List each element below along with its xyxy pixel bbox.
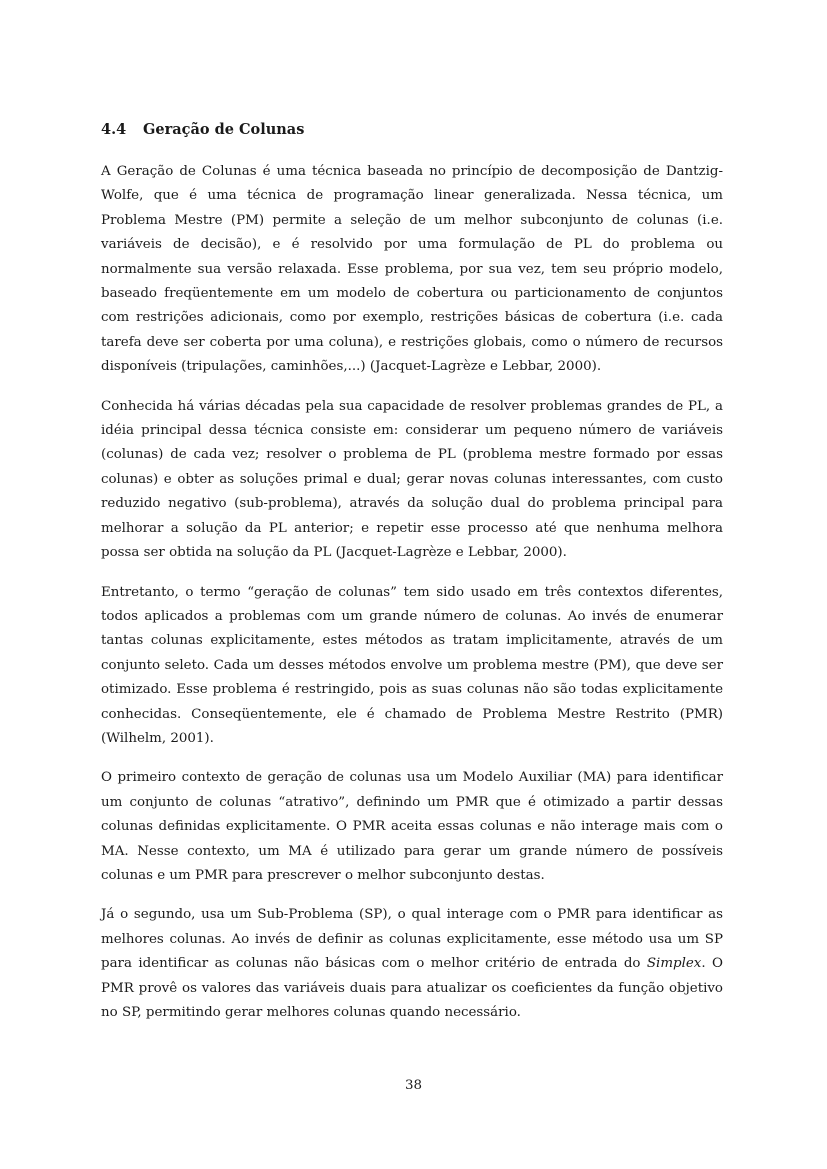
section-number: 4.4 <box>101 121 127 138</box>
paragraph-5-text-a: Já o segundo, usa um Sub-Problema (SP), o qual interage com o PMR para identificar as melhores colunas. Ao invés de definir as colunas explicitamente, esse método usa um SP para identificar as colunas não básicas com o melhor critério de entrada do <box>101 907 723 972</box>
paragraph-4: O primeiro contexto de geração de colunas usa um Modelo Auxiliar (MA) para identificar um conjunto de colunas “atrativo”, definindo um PMR que é otimizado a partir dessas colunas definidas explicitamente. O PMR aceita essas colunas e não interage mais com o MA. Nesse contexto, um MA é utilizado para gerar um grande número de possíveis colunas e um PMR para prescrever o melhor subconjunto destas. <box>101 770 723 883</box>
simplex-term: Simplex <box>646 956 702 972</box>
paragraph-5-text-b: . O PMR provê os valores das variáveis duais para atualizar os coeficientes da função objetivo no SP, permitindo gerar melhores colunas quando necessário. <box>101 956 723 1020</box>
paragraph-1: A Geração de Colunas é uma técnica baseada no princípio de decomposição de Dantzig-Wolfe, que é uma técnica de programação linear generalizada. Nessa técnica, um Problema Mestre (PM) permite a seleção de um melhor subconjunto de colunas (i.e. variáveis de decisão), e é resolvido por uma formulação de PL do problema ou normalmente sua versão relaxada. Esse problema, por sua vez, tem seu próprio modelo, baseado freqüentemente em um modelo de cobertura ou particionamento de conjuntos com restrições adicionais, como por exemplo, restrições básicas de cobertura (i.e. cada tarefa deve ser coberta por uma coluna), e restrições globais, como o número de recursos disponíveis (tripulações, caminhões,...) (Jacquet-Lagrèze e Lebbar, 2000). <box>101 164 723 375</box>
paragraph-5 <box>101 903 723 1025</box>
section-heading <box>101 118 723 142</box>
paragraph-2: Conhecida há várias décadas pela sua capacidade de resolver problemas grandes de PL, a idéia principal dessa técnica consiste em: considerar um pequeno número de variáveis (colunas) de cada vez; resolver o problema de PL (problema mestre formado por essas colunas) e obter as soluções primal e dual; gerar novas colunas interessantes, com custo reduzido negativo (sub-problema), através da solução dual do problema principal para melhorar a solução da PL anterior; e repetir esse processo até que nenhuma melhora possa ser obtida na solução da PL (Jacquet-Lagrèze e Lebbar, 2000). <box>101 398 723 561</box>
section-title: Geração de Colunas <box>143 121 305 138</box>
page-body <box>101 118 723 1040</box>
page-number: 38 <box>404 1078 423 1093</box>
paragraph-3: Entretanto, o termo “geração de colunas” tem sido usado em três contextos diferentes, todos aplicados a problemas com um grande número de colunas. Ao invés de enumerar tantas colunas explicitamente, estes métodos as tratam implicitamente, através de um conjunto seleto. Cada um desses métodos envolve um problema mestre (PM), que deve ser otimizado. Esse problema é restringido, pois as suas colunas não são todas explicitamente conhecidas. Conseqüentemente, ele é chamado de Problema Mestre Restrito (PMR) (Wilhelm, 2001). <box>101 584 723 746</box>
